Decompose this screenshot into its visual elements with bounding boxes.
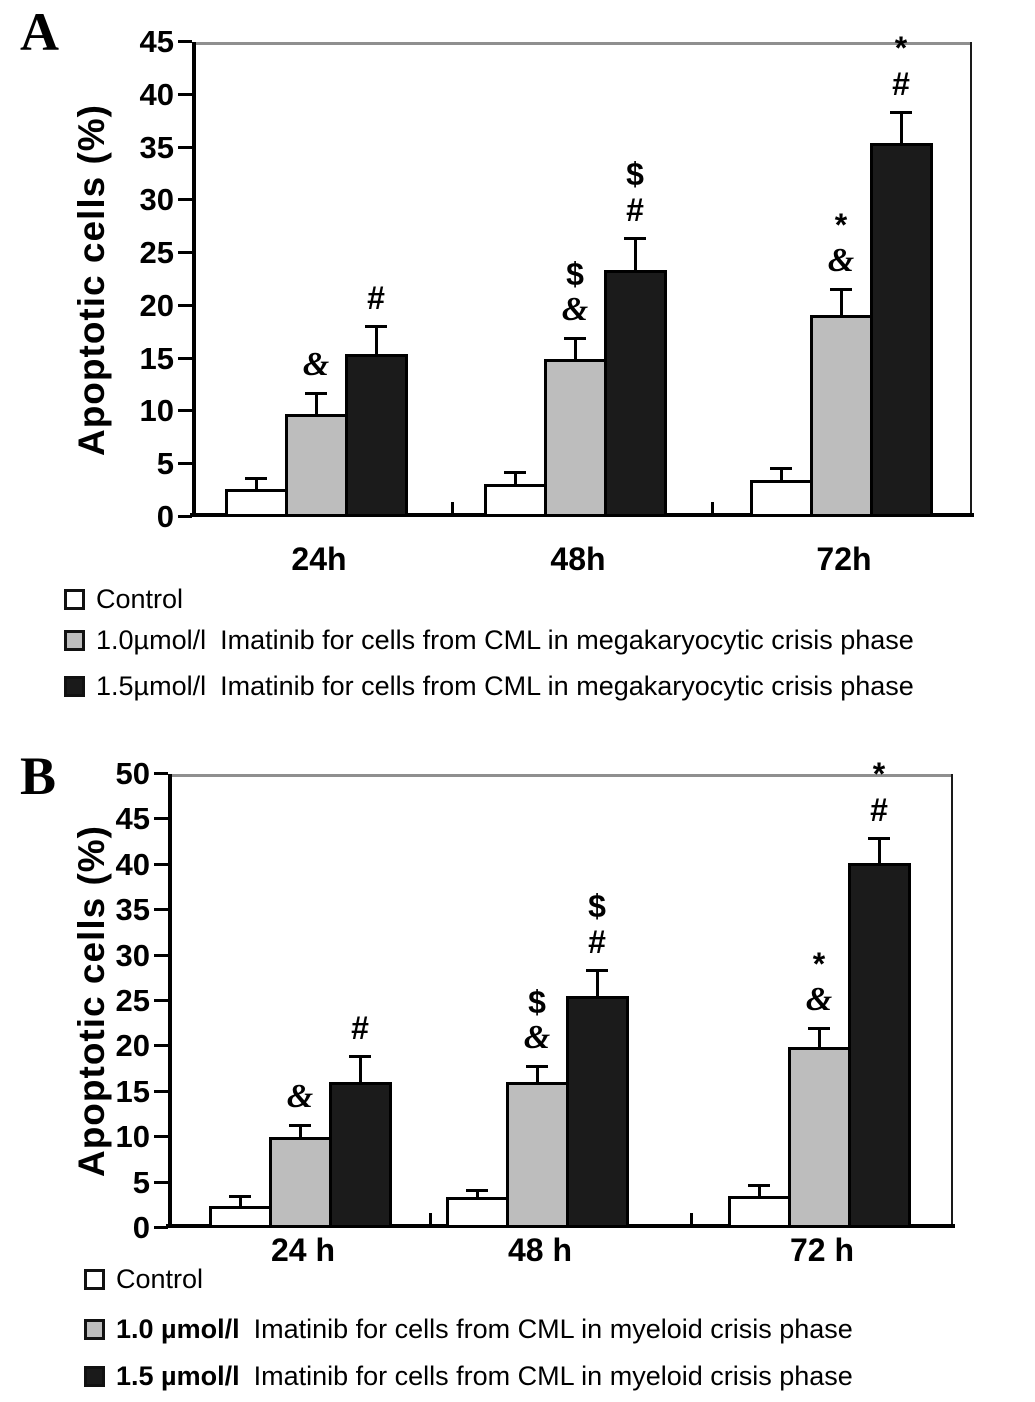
x-category-label: 48h — [550, 541, 606, 577]
legend-label: Imatinib for cells from CML in megakaryocytic crisis phase — [220, 671, 914, 701]
significance-symbol: # — [351, 1009, 369, 1046]
significance-symbol: * — [894, 29, 908, 66]
significance-symbol: & — [523, 1019, 551, 1057]
legend-concentration: 1.0 µmol/l — [116, 1314, 240, 1344]
y-tick-label: 10 — [115, 1119, 150, 1155]
legend-label: Control — [96, 584, 184, 614]
y-tick-label: 0 — [132, 1210, 150, 1245]
y-tick-label: 15 — [139, 340, 174, 376]
y-tick-label: 0 — [156, 499, 174, 534]
y-tick-label: 30 — [115, 937, 150, 973]
y-tick-label: 45 — [115, 801, 150, 837]
significance-symbol: & — [827, 241, 855, 279]
significance-symbol: $ — [528, 984, 546, 1021]
significance-symbol: * — [872, 755, 886, 792]
panel-b-label: B — [20, 746, 57, 806]
imatinib-1.5-swatch — [84, 1366, 105, 1387]
significance-symbol: & — [302, 346, 330, 384]
panel-b-y-axis-title: Apoptotic cells (%) — [71, 824, 112, 1178]
control-swatch — [84, 1269, 105, 1290]
legend-concentration: 1.5 µmol/l — [116, 1361, 240, 1391]
legend-item — [84, 1263, 203, 1295]
y-tick-label: 35 — [115, 892, 150, 928]
imatinib-1.0-swatch — [84, 1319, 105, 1340]
legend-item — [84, 1313, 853, 1345]
significance-symbol: # — [588, 924, 606, 961]
y-tick-label: 30 — [139, 182, 174, 218]
significance-symbol: & — [561, 290, 589, 328]
x-category-label: 24h — [291, 541, 347, 577]
y-tick-label: 50 — [115, 756, 150, 791]
legend-item — [84, 1360, 853, 1392]
significance-symbol: * — [812, 946, 826, 983]
significance-symbol: & — [286, 1078, 314, 1116]
panel-a-label: A — [20, 2, 59, 62]
panel-a-y-axis-title: Apoptotic cells (%) — [71, 103, 112, 456]
y-tick-label: 45 — [139, 24, 174, 59]
significance-symbol: # — [626, 192, 644, 229]
y-tick-label: 35 — [139, 129, 174, 165]
y-tick-label: 5 — [132, 1164, 150, 1200]
significance-symbol: # — [870, 791, 888, 828]
legend-concentration: 1.0µmol/l — [96, 625, 207, 655]
x-category-label: 48 h — [507, 1232, 573, 1268]
y-tick-label: 20 — [115, 1028, 150, 1064]
legend-label: Imatinib for cells from CML in myeloid crisis phase — [253, 1314, 853, 1344]
significance-symbol: $ — [588, 888, 606, 925]
x-category-label: 72 h — [789, 1232, 855, 1268]
significance-symbol: # — [892, 65, 910, 102]
y-tick-label: 40 — [139, 76, 174, 112]
y-tick-label: 40 — [115, 846, 150, 882]
x-category-label: 24 h — [270, 1232, 336, 1268]
significance-symbol: $ — [566, 255, 584, 292]
y-tick-label: 5 — [156, 446, 174, 482]
y-tick-label: 25 — [139, 235, 174, 271]
y-tick-label: 25 — [115, 983, 150, 1018]
significance-symbol: & — [805, 981, 833, 1019]
legend-label: Imatinib for cells from CML in megakaryocytic crisis phase — [220, 625, 914, 655]
significance-symbol: # — [367, 279, 385, 316]
y-tick-label: 10 — [139, 393, 174, 429]
legend-label: Control — [116, 1264, 204, 1294]
x-category-label: 72h — [816, 541, 872, 577]
y-tick-label: 20 — [139, 287, 174, 323]
legend-concentration: 1.5µmol/l — [96, 671, 207, 701]
significance-symbol: $ — [626, 156, 644, 193]
y-tick-label: 15 — [115, 1073, 150, 1109]
significance-symbol: * — [834, 206, 848, 243]
legend-label: Imatinib for cells from CML in myeloid crisis phase — [253, 1361, 853, 1391]
